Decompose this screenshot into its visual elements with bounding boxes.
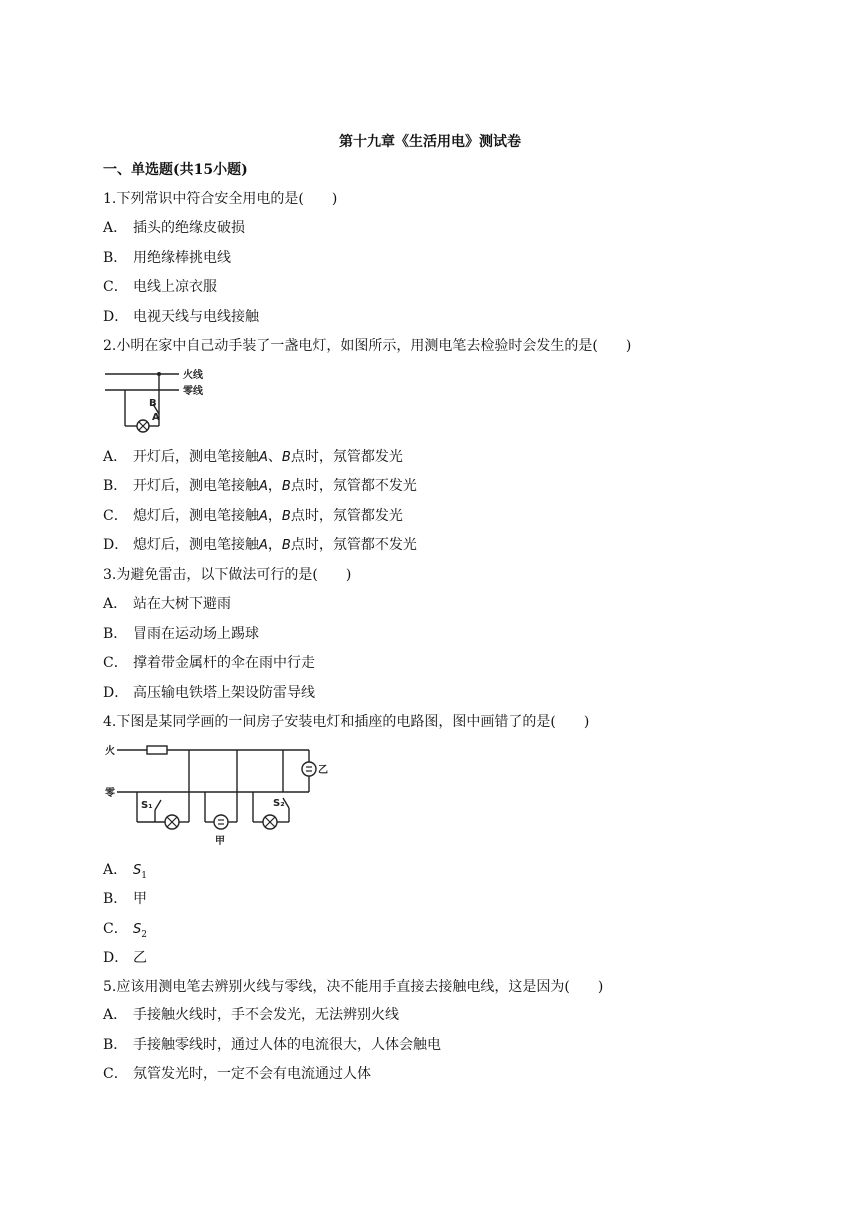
q2-option-d bbox=[103, 535, 417, 556]
q1-option-a bbox=[103, 218, 245, 238]
question-1-stem: 1.下列常识中符合安全用电的是( ) bbox=[103, 191, 338, 207]
point-a-label: A bbox=[152, 412, 160, 423]
q1-option-d bbox=[103, 307, 259, 327]
q3-option-d bbox=[103, 683, 315, 703]
q1-option-b bbox=[103, 248, 231, 268]
separator: 、 bbox=[267, 449, 282, 465]
live-wire-label: 火线 bbox=[183, 370, 203, 381]
separator: ， bbox=[267, 508, 282, 524]
option-letter: C． bbox=[103, 655, 128, 671]
fuse bbox=[147, 746, 167, 754]
option-text: 用绝缘棒挑电线 bbox=[133, 250, 231, 266]
option-letter: D． bbox=[103, 950, 129, 966]
point-a-var: A bbox=[259, 509, 268, 524]
point-b-var: B bbox=[281, 479, 291, 494]
q4-option-a bbox=[103, 860, 147, 886]
option-letter: C． bbox=[103, 921, 128, 937]
switch-s1-label: S₁ bbox=[141, 800, 153, 811]
question-2-stem: 2.小明在家中自己动手装了一盏电灯，如图所示，用测电笔去检验时会发生的是( ) bbox=[103, 338, 632, 354]
option-letter: D． bbox=[103, 685, 129, 701]
point-b-label: B bbox=[149, 398, 157, 409]
option-letter: A． bbox=[103, 220, 128, 236]
option-letter: A． bbox=[103, 449, 128, 465]
option-text: 冒雨在运动场上踢球 bbox=[133, 626, 259, 642]
option-text: 撑着带金属杆的伞在雨中行走 bbox=[133, 655, 315, 671]
option-subscript: 1 bbox=[141, 870, 147, 881]
option-var: S bbox=[133, 922, 142, 937]
q4-option-c bbox=[103, 919, 147, 945]
q5-option-b bbox=[103, 1035, 441, 1055]
option-letter: B． bbox=[103, 891, 128, 907]
q4-circuit-diagram bbox=[103, 740, 335, 850]
option-text-post: 点时，氖管都不发光 bbox=[290, 537, 417, 553]
neutral-wire-label: 零线 bbox=[183, 386, 203, 397]
section-heading: 一、单选题(共15小题) bbox=[103, 162, 248, 178]
q3-option-b bbox=[103, 624, 259, 644]
point-b-var: B bbox=[281, 450, 291, 465]
page-title: 第十九章《生活用电》测试卷 bbox=[339, 134, 521, 150]
socket-jia-label: 甲 bbox=[215, 836, 225, 847]
option-letter: B． bbox=[103, 626, 128, 642]
switch-s1 bbox=[155, 800, 161, 810]
option-text-pre: 开灯后，测电笔接触 bbox=[133, 449, 259, 465]
option-text-pre: 熄灯后，测电笔接触 bbox=[133, 508, 259, 524]
q5-option-c bbox=[103, 1064, 371, 1084]
separator: ， bbox=[267, 537, 282, 553]
point-b-var: B bbox=[281, 538, 291, 553]
option-letter: D． bbox=[103, 537, 129, 553]
question-5-stem: 5.应该用测电笔去辨别火线与零线，决不能用手直接去接触电线，这是因为( ) bbox=[103, 979, 604, 995]
option-text: 插头的绝缘皮破损 bbox=[133, 220, 245, 236]
option-letter: C． bbox=[103, 508, 128, 524]
option-text-post: 点时，氖管都不发光 bbox=[290, 478, 417, 494]
option-text: 站在大树下避雨 bbox=[133, 596, 231, 612]
option-letter: A． bbox=[103, 1007, 128, 1023]
option-text: 乙 bbox=[133, 950, 147, 966]
option-text-post: 点时，氖管都发光 bbox=[290, 449, 403, 465]
option-var: S bbox=[133, 863, 142, 878]
option-text: 手接触火线时，手不会发光，无法辨别火线 bbox=[133, 1007, 399, 1023]
socket-jia-icon bbox=[214, 815, 228, 829]
option-text: 高压输电铁塔上架设防雷导线 bbox=[133, 685, 315, 701]
separator: ， bbox=[267, 478, 282, 494]
option-letter: B． bbox=[103, 478, 128, 494]
option-subscript: 2 bbox=[141, 929, 147, 940]
option-text: 电视天线与电线接触 bbox=[133, 309, 259, 325]
neutral-wire-label: 零 bbox=[105, 788, 115, 799]
question-3-stem: 3.为避免雷击，以下做法可行的是( ) bbox=[103, 567, 352, 583]
question-4-stem: 4.下图是某同学画的一间房子安装电灯和插座的电路图，图中画错了的是( ) bbox=[103, 714, 590, 730]
option-letter: D． bbox=[103, 309, 129, 325]
option-text: 甲 bbox=[133, 891, 147, 907]
live-wire-label: 火 bbox=[105, 746, 115, 757]
option-text-pre: 熄灯后，测电笔接触 bbox=[133, 537, 259, 553]
option-letter: A． bbox=[103, 596, 128, 612]
q1-option-c bbox=[103, 277, 217, 297]
q3-option-a bbox=[103, 594, 231, 614]
option-text-post: 点时，氖管都发光 bbox=[290, 508, 403, 524]
option-letter: B． bbox=[103, 1037, 128, 1053]
q2-option-a bbox=[103, 447, 403, 468]
q3-option-c bbox=[103, 653, 315, 673]
option-letter: A． bbox=[103, 862, 128, 878]
option-text: 电线上凉衣服 bbox=[133, 279, 217, 295]
point-b-var: B bbox=[281, 509, 291, 524]
option-text-pre: 开灯后，测电笔接触 bbox=[133, 478, 259, 494]
q4-option-d bbox=[103, 948, 147, 968]
socket-yi-label: 乙 bbox=[318, 765, 328, 776]
q5-option-a bbox=[103, 1005, 399, 1025]
point-a-var: A bbox=[259, 450, 268, 465]
option-letter: C． bbox=[103, 279, 128, 295]
option-text: 手接触零线时，通过人体的电流很大，人体会触电 bbox=[133, 1037, 441, 1053]
option-letter: B． bbox=[103, 250, 128, 266]
socket-yi-icon bbox=[302, 762, 316, 776]
q2-option-b bbox=[103, 476, 417, 497]
option-letter: C． bbox=[103, 1066, 128, 1082]
option-text: 氖管发光时，一定不会有电流通过人体 bbox=[133, 1066, 371, 1082]
q4-option-b bbox=[103, 889, 147, 909]
point-a-var: A bbox=[259, 538, 268, 553]
switch-s2-label: S₂ bbox=[273, 798, 285, 809]
q2-circuit-diagram bbox=[103, 364, 215, 436]
q2-option-c bbox=[103, 506, 403, 527]
point-a-var: A bbox=[259, 479, 268, 494]
